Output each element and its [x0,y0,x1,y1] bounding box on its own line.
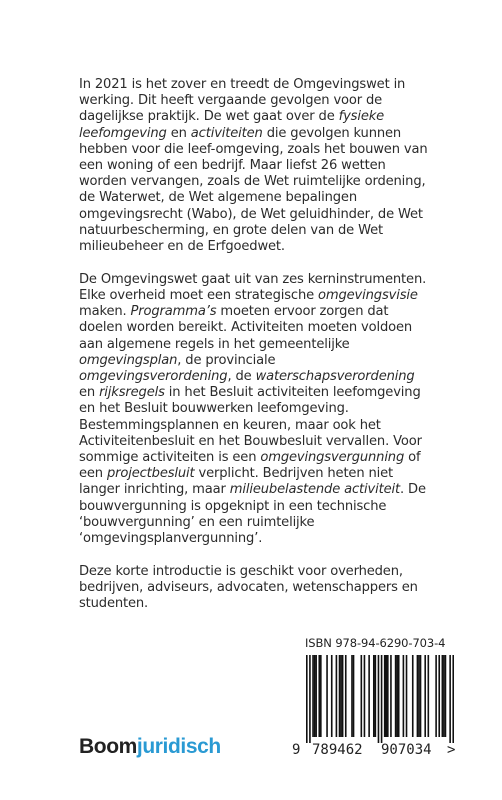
barcode-bar [445,655,447,737]
italic-term: activiteiten [190,125,263,141]
blurb-paragraph [79,77,429,255]
barcode-bar [428,655,430,737]
text-run: , de [227,368,256,384]
text-run: en [166,125,191,141]
text-run: in het Besluit activiteiten leefomgeving en het Besluit bouwwerken leefomgeving. Bestemmingsplannen en keuren, maar ook het Activiteitenbesluit en het Bouwbesluit vervallen. Voor sommige activiteiten is een [79,385,422,465]
blurb-paragraph [79,564,429,613]
barcode [306,655,454,743]
barcode-bar [315,655,317,737]
barcode-bar [326,655,328,737]
text-run: maken. [79,304,131,320]
barcode-bar [406,655,408,737]
barcode-bar [331,655,333,737]
barcode-bar [435,655,437,737]
barcode-lead-digit: 9 [292,742,301,758]
barcode-bar [320,655,322,737]
text-run: of een [79,449,421,482]
barcode-quiet-mark: > [447,742,456,758]
text-run: Deze korte introductie is geschikt voor overheden, bedrijven, adviseurs, advocaten, wetenschappers en studenten. [79,563,418,612]
barcode-bar [309,655,311,743]
barcode-bar [364,655,366,737]
text-run: die gevolgen kunnen hebben voor die leef-omgeving, zoals het bouwen van een woning of een bedrijf. Maar liefst 26 wetten worden vervangen, zoals de Wet ruimtelijke ordening, de Waterwet, de Wet algemene bepalingen omgevingsrecht (Wabo), de Wet geluidhinder, de Wet natuurbescherming, en grote delen van de Wet milieubeheer en de Erfgoedwet. [79,125,428,255]
blurb-paragraph [79,272,429,547]
barcode-bar [373,655,375,737]
text-run: , de provinciale [177,352,276,368]
italic-term: omgevingsverordening [79,368,228,384]
italic-term: omgevingsplan [79,352,178,368]
barcode-bar [314,655,316,737]
barcode-left-digits: 789462 [312,742,363,758]
barcode-bar [452,655,454,743]
italic-term: omgevingsvergunning [260,449,405,465]
barcode-bar [443,655,445,737]
barcode-bar [375,655,377,737]
barcode-bar [412,655,414,737]
barcode-bar [368,655,370,737]
barcode-bar [420,655,422,737]
text-run: en [79,385,100,401]
barcode-bar [340,655,342,737]
barcode-bar [449,655,451,743]
barcode-bar [378,655,380,743]
italic-term: omgevingsvisie [318,287,418,303]
italic-term: fysieke leefomgeving [79,109,385,141]
blurb-text [79,77,429,629]
barcode-bar [403,655,405,737]
barcode-bar [395,655,397,737]
publisher-logo-boom: Boom [79,735,137,758]
text-run: De Omgevingswet gaat uit van zes kerninstrumenten. Elke overheid moet een strategische [79,271,427,303]
barcode-bar [312,655,314,737]
barcode-bar [396,655,398,737]
italic-term: Programma’s [130,304,217,320]
barcode-bar [345,655,347,737]
barcode-bar [417,655,419,737]
italic-term: rijksregels [99,385,165,401]
isbn-label: ISBN 978-94-6290-703-4 [305,636,446,650]
barcode-bar [342,655,344,737]
italic-term: projectbesluit [106,466,195,482]
barcode-bar [384,655,386,737]
barcode-bar [424,655,426,737]
barcode-right-digits: 907034 [381,742,432,758]
barcode-bar [418,655,420,737]
barcode-bar [442,655,444,737]
barcode-bar [361,655,363,737]
barcode-bar [438,655,440,737]
text-run: . De bouwvergunning is opgeknipt in een technische ‘bouwvergunning’ en een ruimtelijke ‘omgevingsplanvergunning’. [79,482,426,546]
text-run: verplicht. Bedrijven heten niet langer inrichting, maar [79,466,394,498]
barcode-bar [336,655,338,737]
italic-term: milieubelastende activiteit [229,482,400,498]
barcode-bar [353,655,355,737]
barcode-bar [339,655,341,737]
barcode-bar [306,655,308,743]
text-run: In 2021 is het zover en treedt de Omgevingswet in werking. Dit heeft vergaande gevolgen voor de dagelijkse praktijk. De wet gaat over de [79,77,406,125]
publisher-logo-juridisch: juridisch [136,735,221,758]
barcode-bar [351,655,353,737]
italic-term: waterschapsverordening [255,368,415,384]
barcode-bar [385,655,387,737]
barcode-bar [381,655,383,743]
barcode-bar [318,655,320,737]
publisher-logo [79,735,221,759]
barcode-bar [387,655,389,737]
barcode-bar [398,655,400,737]
barcode-bar [390,655,392,737]
text-run: moeten ervoor zorgen dat doelen worden bereikt. Activiteiten moeten voldoen aan algemene regels in het gemeentelijke [79,304,413,352]
